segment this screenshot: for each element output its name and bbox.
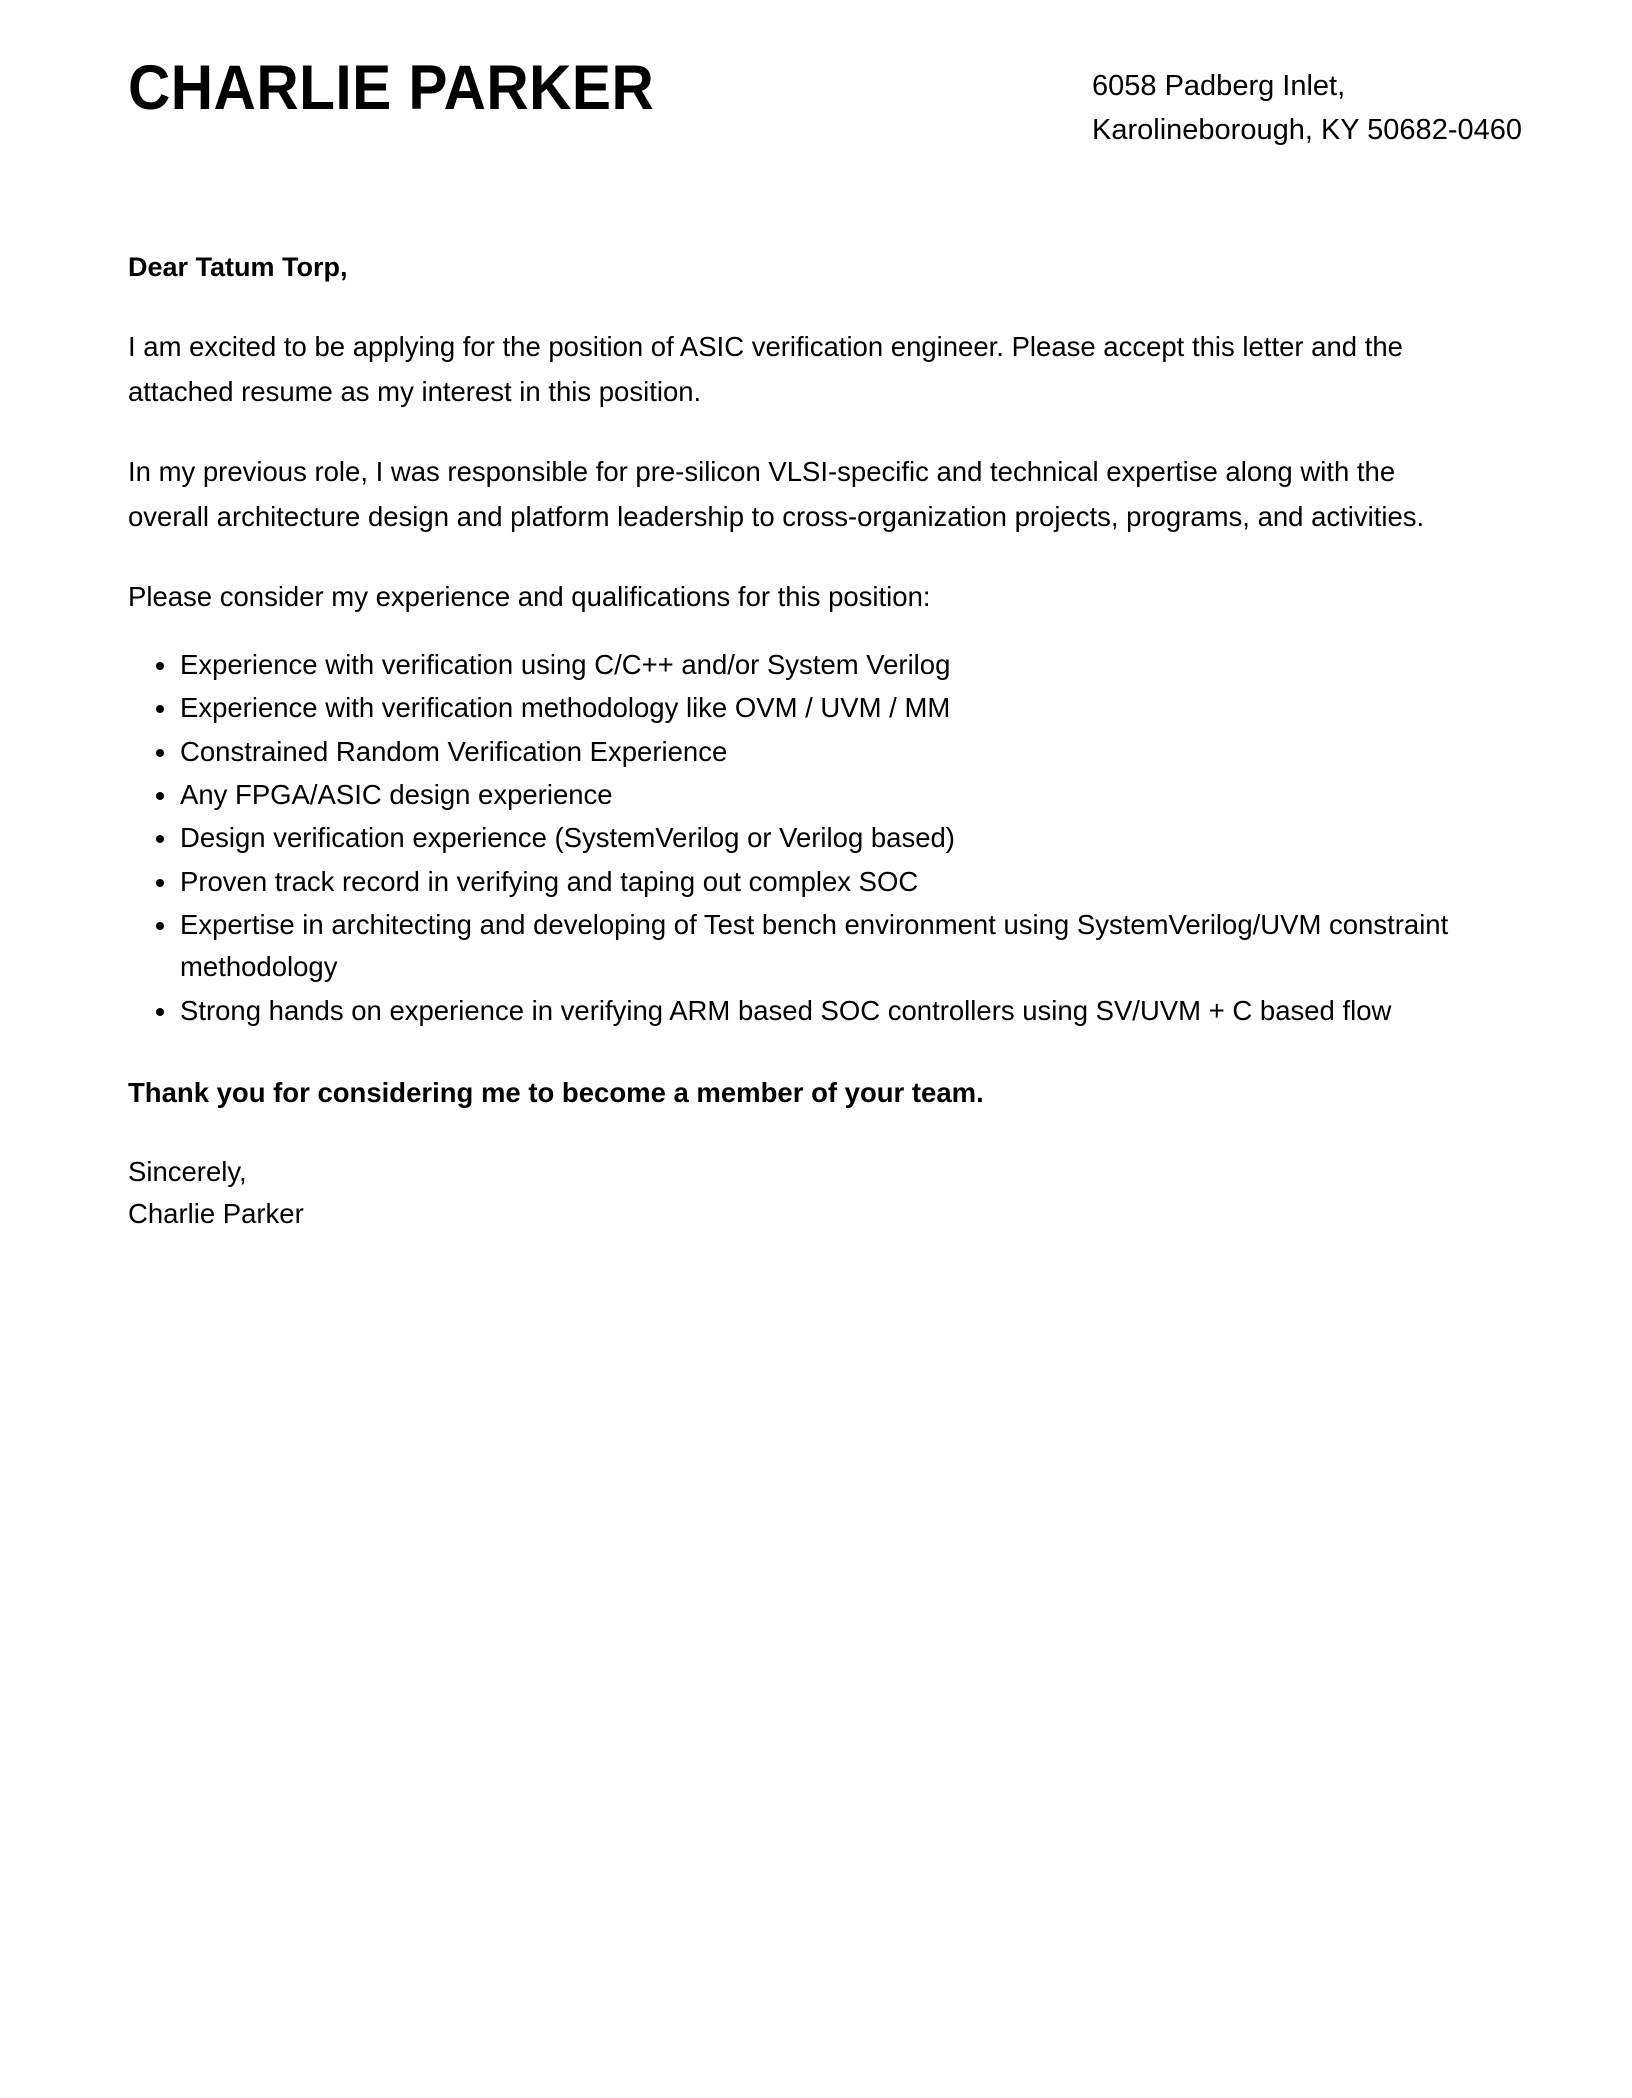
list-item: Expertise in architecting and developing of Test bench environment using SystemVerilog/UVM constraint methodology (128, 904, 1482, 989)
list-item: Proven track record in verifying and taping out complex SOC (128, 861, 1482, 903)
list-item: Strong hands on experience in verifying ARM based SOC controllers using SV/UVM + C based flow (128, 990, 1482, 1032)
salutation: Dear Tatum Torp, (128, 252, 348, 283)
qualifications-list (128, 644, 1482, 1032)
address-line-2: Karolineborough, KY 50682-0460 (1092, 114, 1522, 147)
applicant-address-block (1092, 52, 1522, 152)
signature-name: Charlie Parker (128, 1198, 304, 1230)
signature-block (128, 1151, 1482, 1235)
letter-header (0, 0, 1632, 152)
letter-body (0, 248, 1632, 1235)
closing-thanks: Thank you for considering me to become a member of your team. (128, 1077, 984, 1109)
signoff-text: Sincerely, (128, 1156, 247, 1188)
body-paragraph-1: I am excited to be applying for the position of ASIC verification engineer. Please accept this letter and the attached resume as my interest in this position. (128, 331, 1403, 407)
list-item: Experience with verification using C/C++ and/or System Verilog (128, 644, 1482, 686)
address-line-1: 6058 Padberg Inlet, (1092, 70, 1346, 102)
page-title: CHARLIE PARKER (128, 53, 655, 123)
list-item: Experience with verification methodology like OVM / UVM / MM (128, 687, 1482, 729)
list-item: Any FPGA/ASIC design experience (128, 774, 1482, 816)
applicant-name-block (128, 52, 694, 122)
list-item: Design verification experience (SystemVerilog or Verilog based) (128, 817, 1482, 859)
body-paragraph-2: In my previous role, I was responsible for pre-silicon VLSI-specific and technical expertise along with the overall architecture design and platform leadership to cross-organization projects, programs, and activities. (128, 456, 1425, 532)
qualifications-intro: Please consider my experience and qualifications for this position: (128, 581, 931, 613)
list-item: Constrained Random Verification Experience (128, 731, 1482, 773)
